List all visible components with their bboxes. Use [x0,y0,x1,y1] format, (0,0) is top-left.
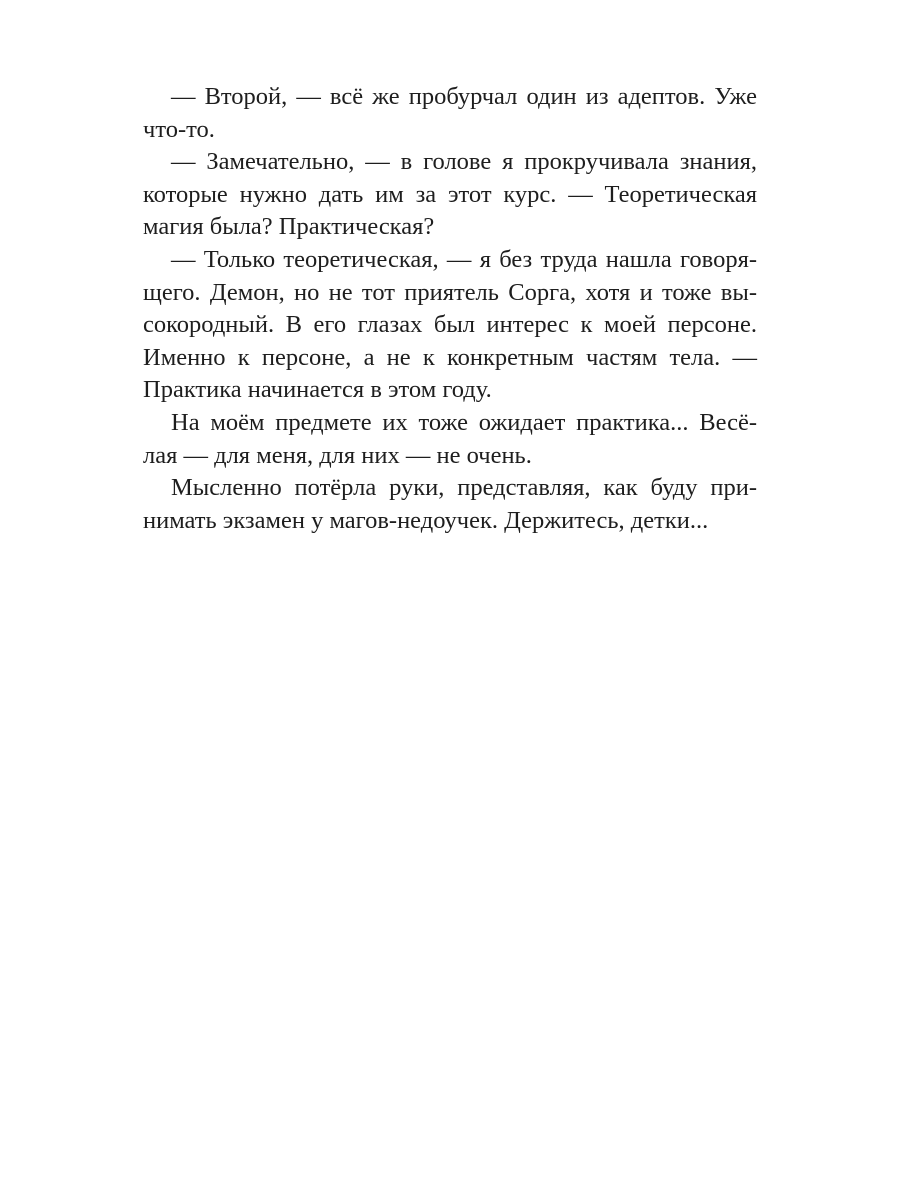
text-line: щего. Демон, но не тот приятель Сорга, хотя и тоже вы- [143,278,757,306]
text-line: — Замечательно, — в голове я прокручивала знания, [171,148,757,176]
text-line: лая — для меня, для них — не очень. [143,441,532,469]
text-line: нимать экзамен у магов-недоучек. Держитесь, детки... [143,506,709,534]
text-line: — Только теоретическая, — я без труда нашла говоря- [171,245,757,273]
text-line: магия была? Практическая? [143,213,435,241]
text-line: Практика начинается в этом году. [143,376,492,404]
text-line: Мысленно потёрла руки, представляя, как буду при- [171,474,757,502]
text-line: Именно к персоне, а не к конкретным частям тела. — [143,343,757,371]
text-line: сокородный. В его глазах был интерес к моей персоне. [143,311,757,339]
text-line: которые нужно дать им за этот курс. — Теоретическая [143,180,757,208]
text-line: На моём предмете их тоже ожидает практика... Весё- [171,408,757,436]
text-line: что-то. [143,115,215,143]
body-text [143,81,757,537]
text-line: — Второй, — всё же пробурчал один из адептов. Уже [171,83,757,110]
